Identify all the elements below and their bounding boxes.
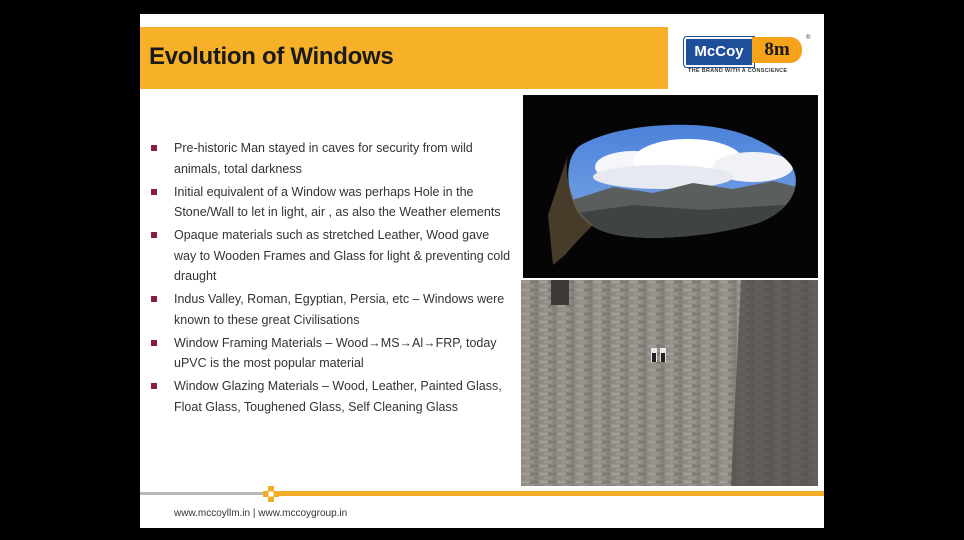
square-bullet-icon	[151, 145, 157, 151]
cave-opening-photo	[523, 95, 818, 278]
title-bar	[140, 27, 668, 89]
square-bullet-icon	[151, 383, 157, 389]
bullet-list	[148, 138, 513, 420]
bullet-text: Initial equivalent of a Window was perhaps Hole in the Stone/Wall to let in light, air , as also the Weather elements	[174, 184, 501, 219]
bullet-text: Pre-historic Man stayed in caves for security from wild animals, total darkness	[174, 141, 473, 176]
footer-divider-gray	[140, 492, 266, 495]
bullet-item	[148, 138, 513, 179]
footer-divider-orange	[278, 491, 824, 496]
square-bullet-icon	[151, 232, 157, 238]
square-bullet-icon	[151, 189, 157, 195]
square-bullet-icon	[151, 340, 157, 346]
bullet-item	[148, 225, 513, 287]
footer-links: www.mccoyllm.in | www.mccoygroup.in	[174, 508, 348, 519]
square-bullet-icon	[151, 296, 157, 302]
bullet-item	[148, 289, 513, 330]
stone-wall-illustration	[521, 280, 818, 486]
bullet-item	[148, 333, 513, 374]
bullet-text: Window Glazing Materials – Wood, Leather, Painted Glass, Float Glass, Toughened Glass, Self Cleaning Glass	[174, 379, 502, 414]
logo-mccoy-text: McCoy	[684, 37, 754, 67]
bullet-text: Indus Valley, Roman, Egyptian, Persia, etc – Windows were known to these great Civilisations	[174, 292, 505, 327]
logo-tagline: THE BRAND WITH A CONSCIENCE	[688, 68, 788, 74]
footer-cross-icon	[263, 486, 279, 502]
bullet-item	[148, 182, 513, 223]
bullet-text: Opaque materials such as stretched Leather, Wood gave way to Wooden Frames and Glass for light & preventing cold draught	[174, 228, 511, 283]
cave-opening-illustration	[523, 95, 818, 278]
bullet-item	[148, 376, 513, 417]
logo-8m-text: 8m	[752, 37, 802, 63]
slide	[140, 14, 824, 528]
slide-title: Evolution of Windows	[149, 43, 394, 70]
brand-logo	[670, 27, 824, 89]
logo-registered-mark: ®	[806, 35, 811, 41]
bullet-text: Window Framing Materials – Wood→MS→Al→FRP, today uPVC is the most popular material	[174, 335, 497, 370]
stone-wall-photo	[521, 280, 818, 486]
